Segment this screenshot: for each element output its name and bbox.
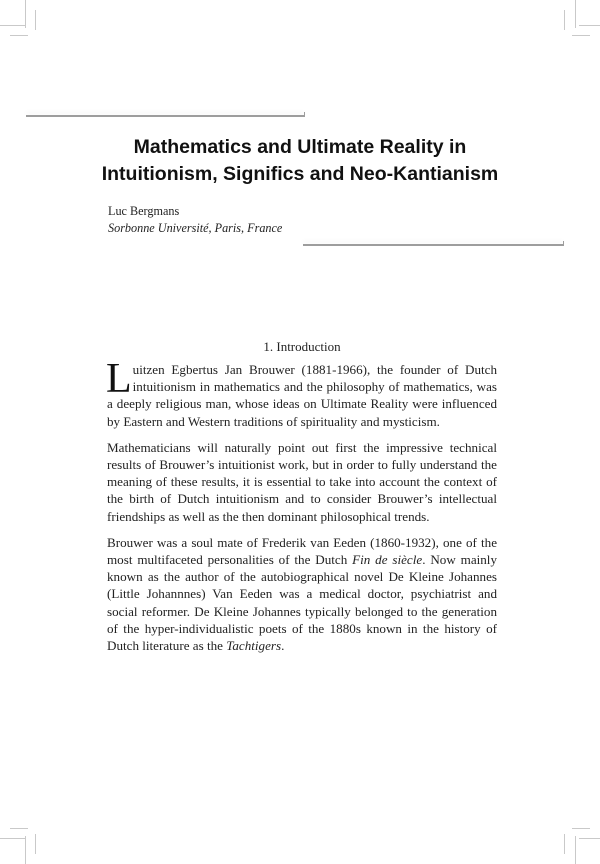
crop-mark-bottom-left-horizontal-outer (0, 838, 25, 839)
drop-cap: L (106, 356, 132, 402)
paragraph-3-text-a: Brouwer was a soul mate of Frederik van Eeden (1860-1932), one of the most multifaceted personalities of the Dutch (107, 534, 497, 568)
crop-mark-bottom-right-horizontal-inner (572, 828, 590, 829)
crop-mark-top-right-vertical-inner (564, 10, 565, 30)
affiliation-decorative-rule (303, 244, 563, 246)
title-line-2: Intuitionism, Significs and Neo-Kantianism (101, 163, 499, 185)
italic-fin-de-siecle: Fin de siècle (352, 552, 423, 568)
paragraph-1-text: uitzen Egbertus Jan Brouwer (1881-1966), the founder of Dutch intuitionism in mathematics and the philosophy of mathematics, was a deeply religious man, whose ideas on Ultimate Reality were influenced by Eastern and Western traditions of spirituality and mysticism. (107, 362, 497, 429)
crop-mark-top-left-horizontal-inner (10, 35, 28, 36)
crop-mark-top-right-horizontal-inner (572, 35, 590, 36)
paragraph-3-text-c: . (281, 638, 285, 654)
italic-tachtigers: Tachtigers (226, 638, 282, 654)
crop-mark-top-left-vertical-outer (25, 0, 26, 28)
crop-mark-bottom-left-vertical-inner (35, 834, 36, 854)
crop-mark-bottom-right-vertical-outer (575, 836, 576, 864)
crop-mark-top-right-horizontal-outer (579, 25, 600, 26)
top-decorative-rule (26, 115, 304, 117)
crop-mark-top-left-horizontal-outer (0, 25, 25, 26)
crop-mark-top-right-vertical-outer (575, 0, 576, 28)
paragraph-3-text-b: . Now mainly known as the author of the autobiographical novel De Kleine Johannes (Little Johannnes) Van Eeden was a medical doctor, psychiatrist and social reformer. De Kleine Johannes typically belonged to the generation of the hyper-individualistic poets of the 1880s known in the history of Dutch literature as the (107, 552, 497, 654)
body-text (106, 356, 497, 663)
crop-mark-bottom-right-horizontal-outer (579, 838, 600, 839)
crop-mark-bottom-right-vertical-inner (564, 834, 565, 854)
crop-mark-bottom-left-vertical-outer (25, 836, 26, 864)
author-name: Luc Bergmans (108, 204, 180, 218)
author-affiliation: Sorbonne Université, Paris, France (108, 221, 283, 235)
crop-mark-bottom-left-horizontal-inner (10, 828, 28, 829)
title-line-1: Mathematics and Ultimate Reality in (133, 136, 467, 158)
crop-mark-top-left-vertical-inner (35, 10, 36, 30)
article-title (60, 134, 540, 188)
section-heading: 1. Introduction (263, 339, 341, 354)
paragraph-1 (106, 356, 497, 430)
paragraph-2: Mathematicians will naturally point out first the impressive technical results of Brouwer’s intuitionist work, but in order to fully understand the meaning of these results, it is essential to take into account the context of the birth of Dutch intuitionism and to consider Brouwer’s intellectual friendships as well as the then dominant philosophical trends. (107, 439, 497, 524)
paragraph-3 (107, 534, 497, 654)
